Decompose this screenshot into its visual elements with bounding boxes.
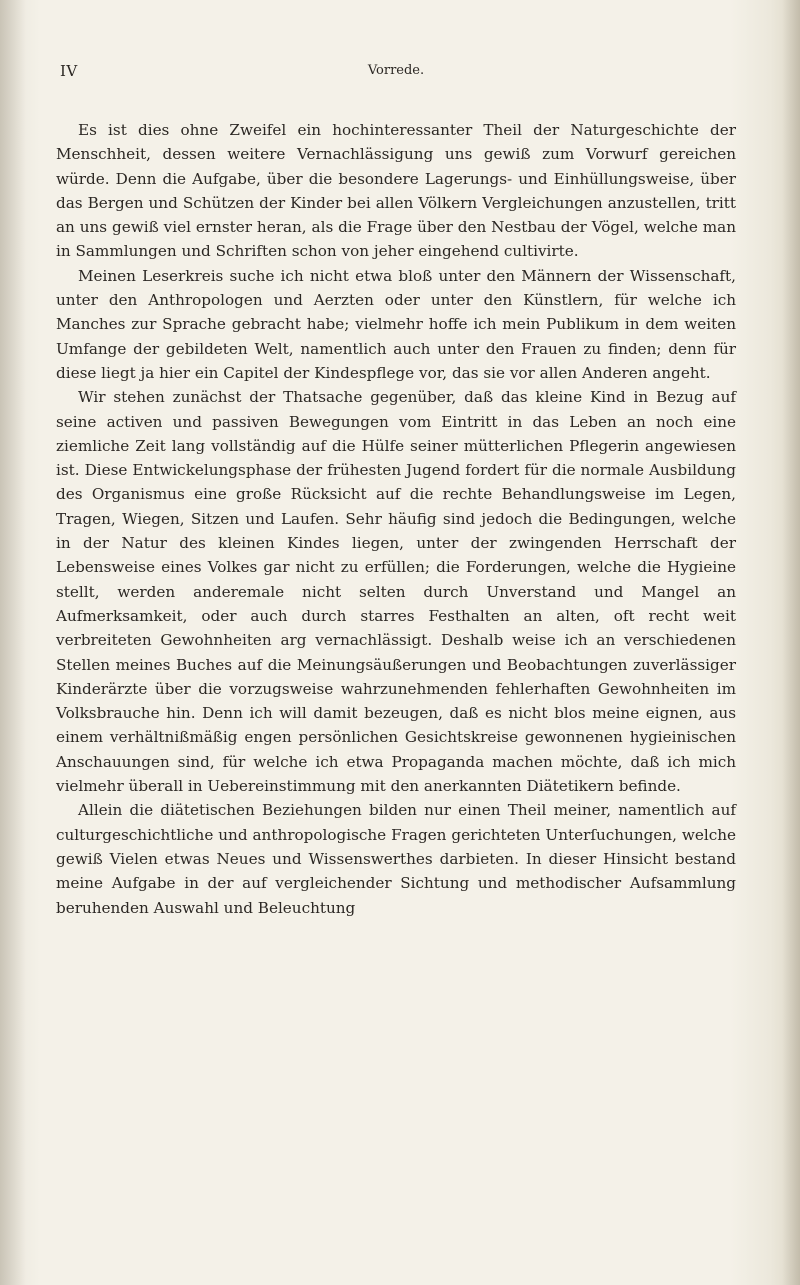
running-head: Vorrede. <box>367 63 425 78</box>
page-number: IV <box>60 62 78 80</box>
body-text <box>56 118 736 920</box>
binding-shadow <box>0 0 26 1285</box>
paragraph-1: Es ist dies ohne Zweifel ein hochinteressanter Theil der Naturgeschichte der Menschheit, dessen weitere Vernachlässigung uns gewiß zum Vorwurf gereichen würde. Denn die Aufgabe, über die besondere Lagerungs- und Einhüllungsweise, über das Bergen und Schützen der Kinder bei allen Völkern Vergleichungen anzustellen, tritt an uns gewiß viel ernster heran, als die Frage über den Nestbau der Vögel, welche man in Sammlungen und Schriften schon von jeher eingehend cultivirte. <box>56 121 736 261</box>
paragraph-3: Wir stehen zunächst der Thatsache gegenüber, daß das kleine Kind in Bezug auf seine activen und passiven Bewegungen vom Eintritt in das Leben an noch eine ziemliche Zeit lang vollständig auf die Hülfe seiner mütterlichen Pflegerin angewiesen ist. Diese Entwickelungsphase der frühesten Jugend fordert für die normale Ausbildung des Organismus eine große Rücksicht auf die rechte Behandlungsweise im Legen, Tragen, Wiegen, Sitzen und Laufen. Sehr häufig sind jedoch die Bedingungen, welche in der Natur des kleinen Kindes liegen, unter der zwingenden Herrschaft der Lebensweise eines Volkes gar nicht zu erfüllen; die Forderungen, welche die Hygieine stellt, werden anderemale nicht selten durch Unverstand und Mangel an Aufmerksamkeit, oder auch durch starres Festhalten an alten, oft recht weit verbreiteten Gewohnheiten arg vernachlässigt. Deshalb weise ich an verschiedenen Stellen meines Buches auf die Meinungsäußerungen und Beobachtungen zuverlässiger Kinderärzte über die vorzugsweise wahrzunehmenden fehlerhaften Gewohnheiten im Volksbrauche hin. Denn ich will damit bezeugen, daß es nicht blos meine eignen, aus einem verhältnißmäßig engen persönlichen Gesichtskreise gewonnenen hygieinischen Anschauungen sind, für welche ich etwa Propaganda machen möchte, daß ich mich vielmehr überall in Uebereinstimmung mit den anerkannten Diätetikern befinde. <box>56 388 736 796</box>
page-header <box>60 62 732 86</box>
paragraph-2: Meinen Leserkreis suche ich nicht etwa bloß unter den Männern der Wissenschaft, unter den Anthropologen und Aerzten oder unter den Künstlern, für welche ich Manches zur Sprache gebracht habe; vielmehr hoffe ich mein Publikum in dem weiten Umfange der gebildeten Welt, namentlich auch unter den Frauen zu finden; denn für diese liegt ja hier ein Capitel der Kindespflege vor, das sie vor allen Anderen angeht. <box>56 266 736 382</box>
page-edge-shadow <box>782 0 800 1285</box>
paragraph-4: Allein die diätetischen Beziehungen bilden nur einen Theil meiner, namentlich auf culturgeschichtliche und anthropologische Fragen gerichteten Unterſuchungen, welche gewiß Vielen etwas Neues und Wissenswerthes darbieten. In dieser Hinsicht bestand meine Aufgabe in der auf vergleichender Sichtung und methodischer Aufsammlung beruhenden Auswahl und Beleuchtung <box>56 801 736 917</box>
